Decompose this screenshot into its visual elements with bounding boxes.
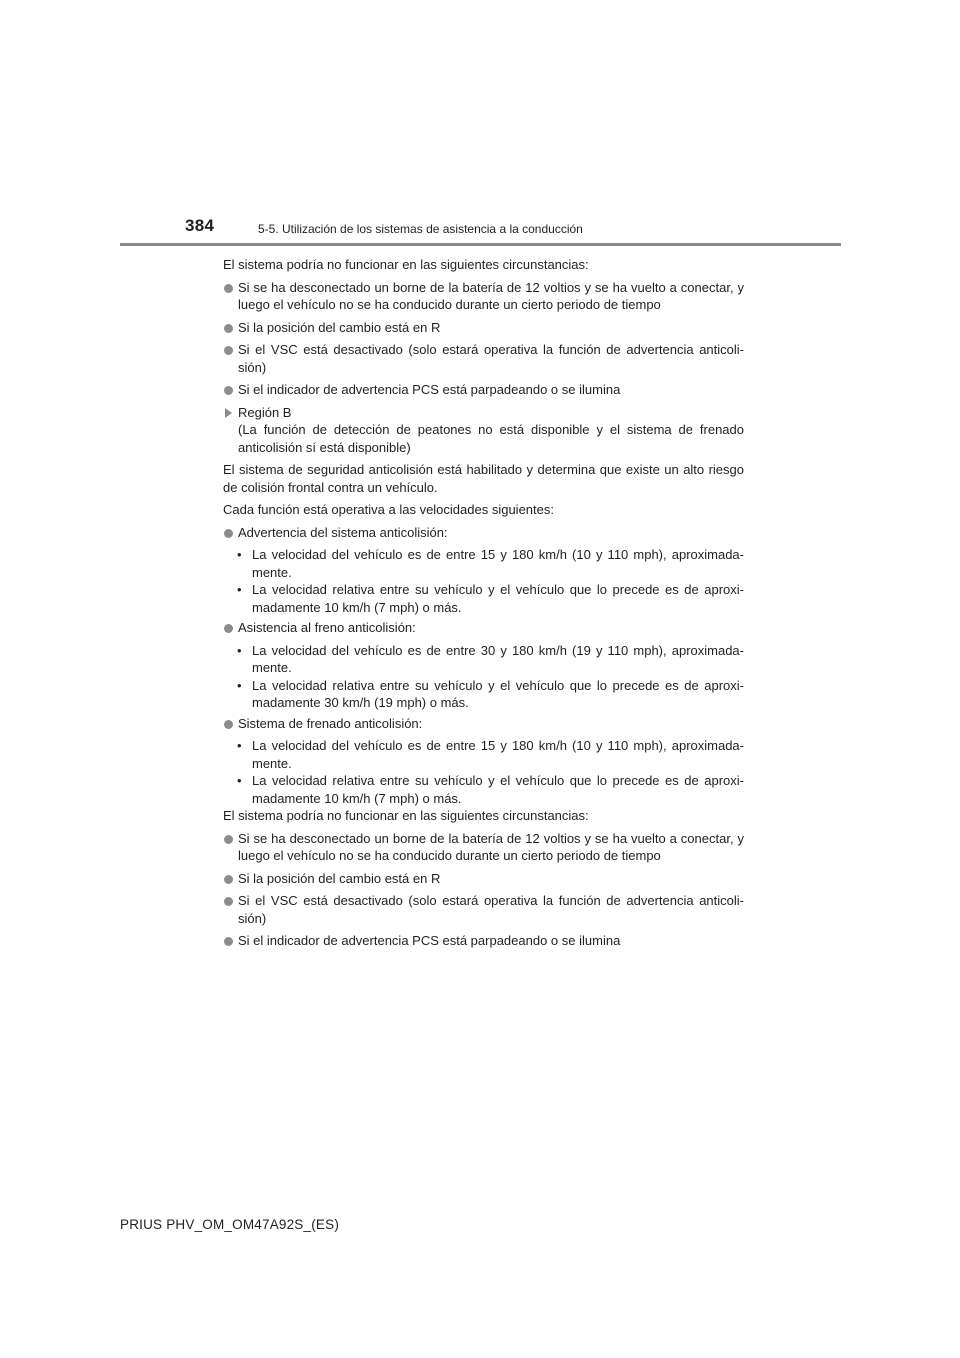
- list-item: Si se ha desconectado un borne de la batería de 12 voltios y se ha vuelto a conectar, y luego el vehículo no se ha conducido durante un cierto periodo de tiempo: [223, 830, 744, 865]
- list-item: Si el indicador de advertencia PCS está parpadeando o se ilumina: [223, 932, 744, 950]
- function-heading: Asistencia al freno anticolisión:: [223, 619, 744, 637]
- sub-bullet-icon: •: [237, 642, 242, 658]
- paragraph: Cada función está operativa a las velocidades siguientes:: [223, 502, 554, 517]
- list-item: Si el VSC está desactivado (solo estará operativa la función de advertencia anticoli-sión): [223, 341, 744, 376]
- list-item: Si la posición del cambio está en R: [223, 319, 744, 337]
- bullet-dot-icon: [224, 284, 233, 293]
- list-item: Si el indicador de advertencia PCS está parpadeando o se ilumina: [223, 381, 744, 399]
- bullet-dot-icon: [224, 529, 233, 538]
- condition-item: • La velocidad del vehículo es de entre 15 y 180 km/h (10 y 110 mph), aproximada-mente.: [237, 738, 744, 771]
- function-conditions: [223, 546, 744, 616]
- bullet-dot-icon: [224, 324, 233, 333]
- triangle-marker-icon: [225, 408, 232, 418]
- function-heading: Sistema de frenado anticolisión:: [223, 715, 744, 733]
- page-number: 384: [185, 216, 215, 235]
- header-rule: [120, 243, 841, 246]
- bullet-dot-icon: [224, 835, 233, 844]
- bullet-dot-icon: [224, 346, 233, 355]
- paragraph: El sistema de seguridad anticolisión está habilitado y determina que existe un alto riesgo de colisión frontal contra un vehículo.: [223, 462, 744, 495]
- region-block: [223, 404, 744, 457]
- function-conditions: [223, 737, 744, 807]
- condition-item: • La velocidad relativa entre su vehículo y el vehículo que lo precede es de aproxi-madamente 10 km/h (7 mph) o más.: [237, 773, 744, 806]
- sub-bullet-icon: •: [237, 582, 242, 597]
- intro-paragraph: El sistema podría no funcionar en las siguientes circunstancias:: [223, 257, 589, 272]
- region-title: Región B: [238, 404, 292, 420]
- bullet-dot-icon: [224, 624, 233, 633]
- bullet-dot-icon: [224, 937, 233, 946]
- list-item: Si se ha desconectado un borne de la batería de 12 voltios y se ha vuelto a conectar, y luego el vehículo no se ha conducido durante un cierto periodo de tiempo: [223, 279, 744, 314]
- list-item: Si la posición del cambio está en R: [223, 870, 744, 888]
- intro-paragraph: El sistema podría no funcionar en las siguientes circunstancias:: [223, 808, 589, 823]
- section-title: 5-5. Utilización de los sistemas de asistencia a la conducción: [258, 222, 583, 236]
- region-note: (La función de detección de peatones no está disponible y el sistema de frenado anticolisión sí está disponible): [238, 422, 744, 455]
- main-content: [223, 256, 744, 955]
- function-heading: Advertencia del sistema anticolisión:: [223, 524, 744, 542]
- condition-item: • La velocidad relativa entre su vehículo y el vehículo que lo precede es de aproxi-madamente 30 km/h (19 mph) o más.: [237, 677, 744, 710]
- function-conditions: [223, 642, 744, 712]
- sub-bullet-icon: •: [237, 677, 242, 693]
- bullet-dot-icon: [224, 875, 233, 884]
- bullet-dot-icon: [224, 386, 233, 395]
- condition-item: • La velocidad del vehículo es de entre 30 y 180 km/h (19 y 110 mph), aproximada-mente.: [237, 642, 744, 675]
- condition-item: • La velocidad del vehículo es de entre 15 y 180 km/h (10 y 110 mph), aproximada-mente.: [237, 547, 744, 580]
- bullet-dot-icon: [224, 720, 233, 729]
- footer-doc-code: PRIUS PHV_OM_OM47A92S_(ES): [120, 1217, 340, 1232]
- condition-item: • La velocidad relativa entre su vehículo y el vehículo que lo precede es de aproxi-madamente 10 km/h (7 mph) o más.: [237, 582, 744, 615]
- sub-bullet-icon: •: [237, 738, 242, 753]
- sub-bullet-icon: •: [237, 547, 242, 562]
- bullet-dot-icon: [224, 897, 233, 906]
- list-item: Si el VSC está desactivado (solo estará operativa la función de advertencia anticoli-sión): [223, 892, 744, 927]
- sub-bullet-icon: •: [237, 773, 242, 788]
